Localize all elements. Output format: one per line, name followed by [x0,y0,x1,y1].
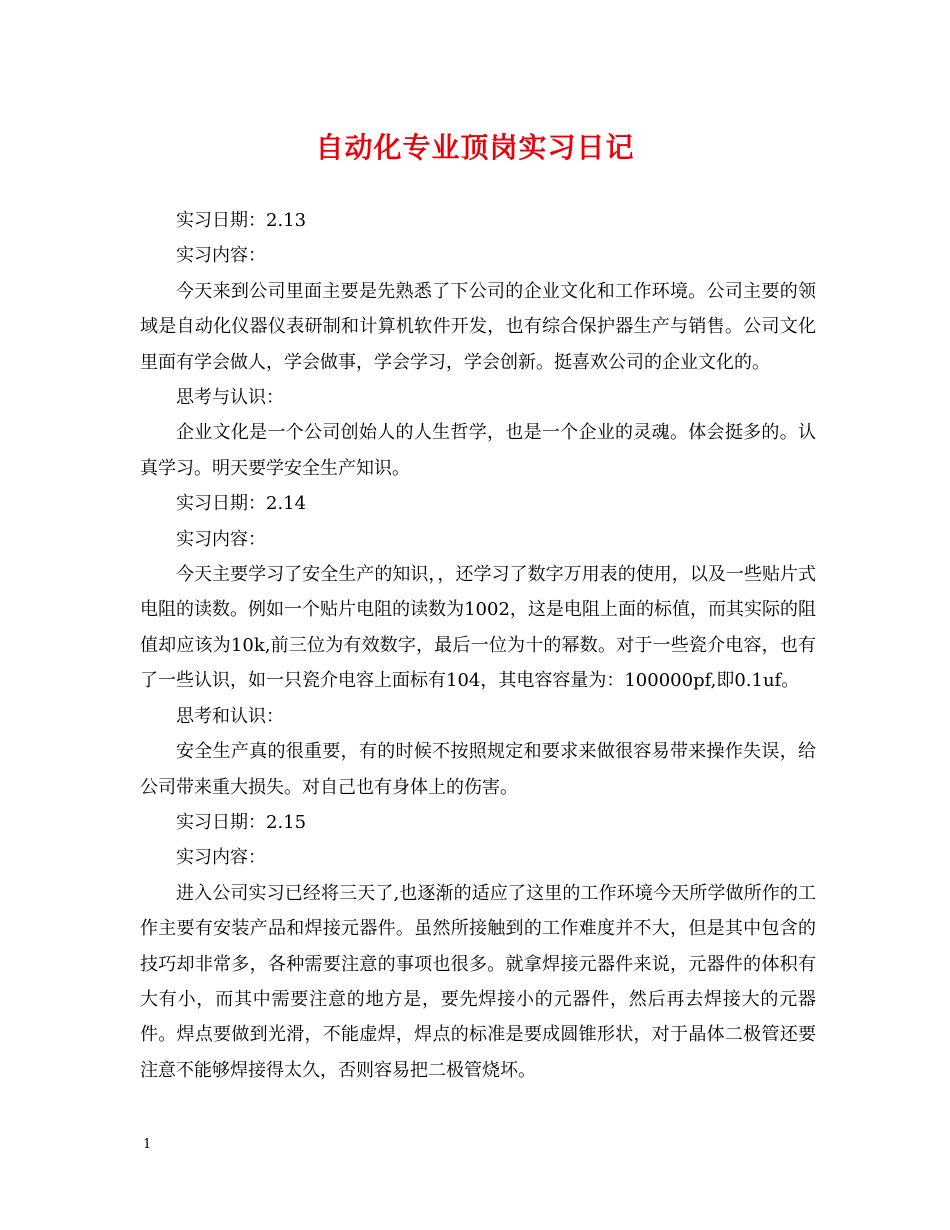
entry-date: 实习日期：2.14 [176,493,307,515]
document-title: 自动化专业顶岗实习日记 [315,131,635,164]
entry-content-text: 今天主要学习了安全生产的知识，，还学习了数字万用表的使用，以及一些贴片式电阻的读数。例如一个贴片电阻的读数为1002，这是电阻上面的标值，而其实际的阻值却应该为10k,前三位为有效数字，最后一位为十的幂数。对于一些瓷介电容，也有了一些认识，如一只瓷介电容上面标有104，其电容容量为：100000pf,即0.1uf。 [140,564,816,692]
entry-content-label: 实习内容： [176,847,266,869]
entry-reflection-label: 思考和认识： [176,705,284,727]
entry-reflection-label: 思考与认识： [176,387,284,409]
entry-date: 实习日期：2.13 [176,210,307,231]
entry-content-label: 实习内容： [176,528,266,550]
entry-content-text: 今天来到公司里面主要是先熟悉了下公司的企业文化和工作环境。公司主要的领域是自动化仪器仪表研制和计算机软件开发，也有综合保护器生产与销售。公司文化里面有学会做人，学会做事，学会学习，学会创新。挺喜欢公司的企业文化的。 [140,280,816,373]
entry-reflection-text: 安全生产真的很重要，有的时候不按照规定和要求来做很容易带来操作失误，给公司带来重大损失。对自己也有身体上的伤害。 [140,741,816,798]
entry-date: 实习日期：2.15 [176,811,307,833]
entry-content-label: 实习内容： [176,245,266,267]
document-body [140,203,816,1088]
entry-reflection-text: 企业文化是一个公司创始人的人生哲学，也是一个企业的灵魂。体会挺多的。认真学习。明天要学安全生产知识。 [140,422,816,479]
page-number: 1 [143,1137,152,1152]
entry-content-text: 进入公司实习已经将三天了,也逐渐的适应了这里的工作环境今天所学做所作的工作主要有安装产品和焊接元器件。虽然所接触到的工作难度并不大，但是其中包含的技巧却非常多，各种需要注意的事项也很多。就拿焊接元器件来说，元器件的体积有大有小，而其中需要注意的地方是，要先焊接小的元器件，然后再去焊接大的元器件。焊点要做到光滑，不能虚焊，焊点的标准是要成圆锥形状，对于晶体二极管还要注意不能够焊接得太久，否则容易把二极管烧坏。 [140,882,816,1081]
